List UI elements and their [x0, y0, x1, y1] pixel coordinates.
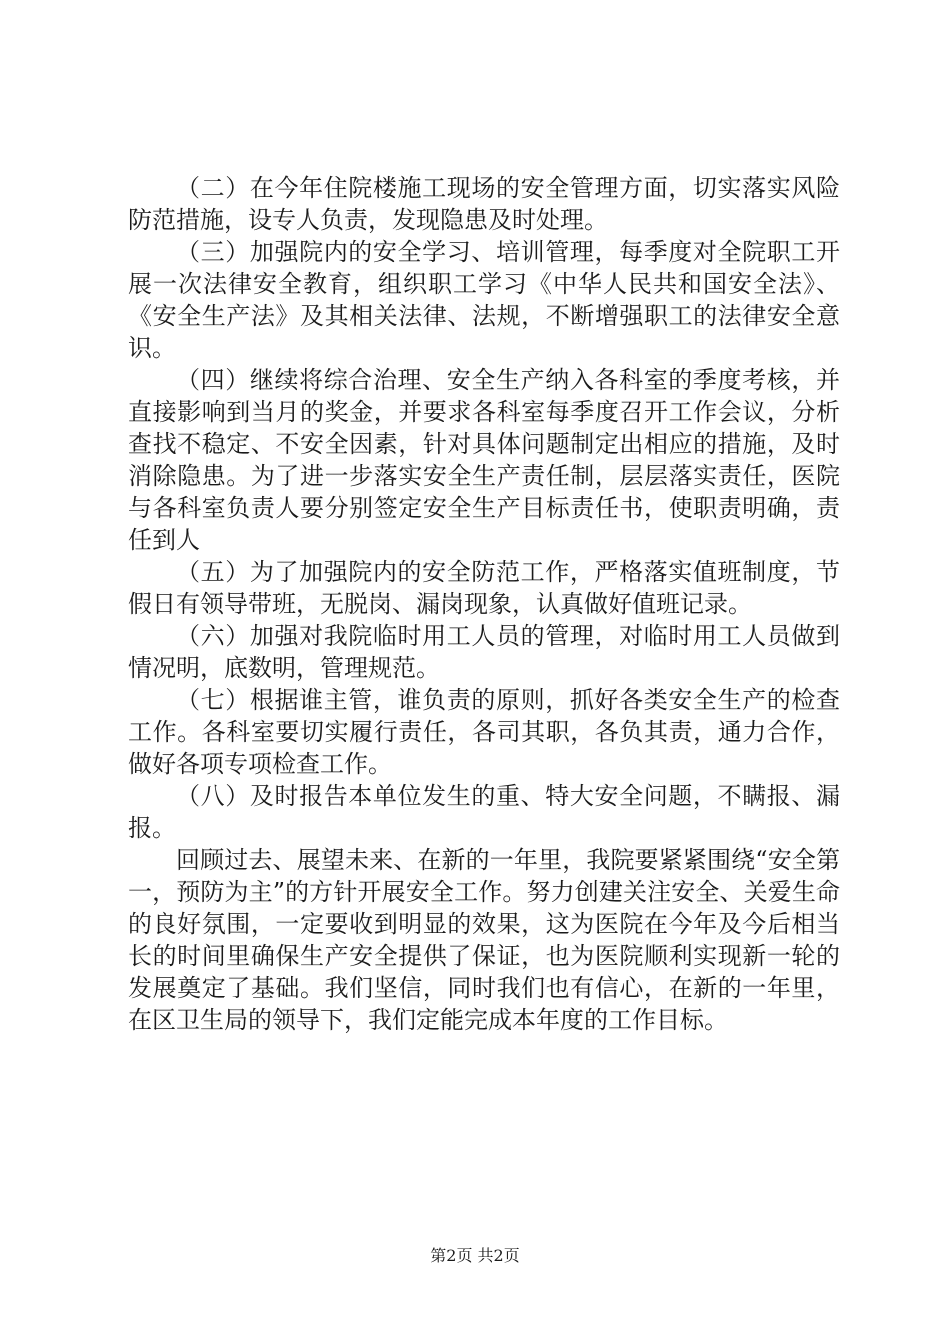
paragraph-8: （八）及时报告本单位发生的重、特大安全问题，不瞒报、漏报。 — [128, 782, 840, 842]
page-footer: 第2页 共2页 — [430, 1246, 520, 1265]
paragraph-2: （二）在今年住院楼施工现场的安全管理方面，切实落实风险防范措施，设专人负责，发现隐患及时处理。 — [128, 174, 840, 234]
paragraph-5: （五）为了加强院内的安全防范工作，严格落实值班制度，节假日有领导带班，无脱岗、漏岗现象，认真做好值班记录。 — [128, 558, 840, 618]
paragraph-conclusion: 回顾过去、展望未来、在新的一年里，我院要紧紧围绕“安全第一，预防为主”的方针开展安全工作。努力创建关注安全、关爱生命的良好氛围，一定要收到明显的效果，这为医院在今年及今后相当长的时间里确保生产安全提供了保证，也为医院顺利实现新一轮的发展奠定了基础。我们坚信，同时我们也有信心，在新的一年里，在区卫生局的领导下，我们定能完成本年度的工作目标。 — [128, 846, 840, 1034]
document-body — [128, 172, 840, 1036]
paragraph-7: （七）根据谁主管，谁负责的原则，抓好各类安全生产的检查工作。各科室要切实履行责任，各司其职，各负其责，通力合作，做好各项专项检查工作。 — [128, 686, 840, 778]
paragraph-4: （四）继续将综合治理、安全生产纳入各科室的季度考核，并直接影响到当月的奖金，并要求各科室每季度召开工作会议，分析查找不稳定、不安全因素，针对具体问题制定出相应的措施，及时消除隐患。为了进一步落实安全生产责任制，层层落实责任，医院与各科室负责人要分别签定安全生产目标责任书，使职责明确，责任到人 — [128, 366, 840, 554]
paragraph-3: （三）加强院内的安全学习、培训管理，每季度对全院职工开展一次法律安全教育，组织职工学习《中华人民共和国安全法》、《安全生产法》及其相关法律、法规，不断增强职工的法律安全意识。 — [128, 238, 840, 362]
paragraph-6: （六）加强对我院临时用工人员的管理，对临时用工人员做到情况明，底数明，管理规范。 — [128, 622, 840, 682]
